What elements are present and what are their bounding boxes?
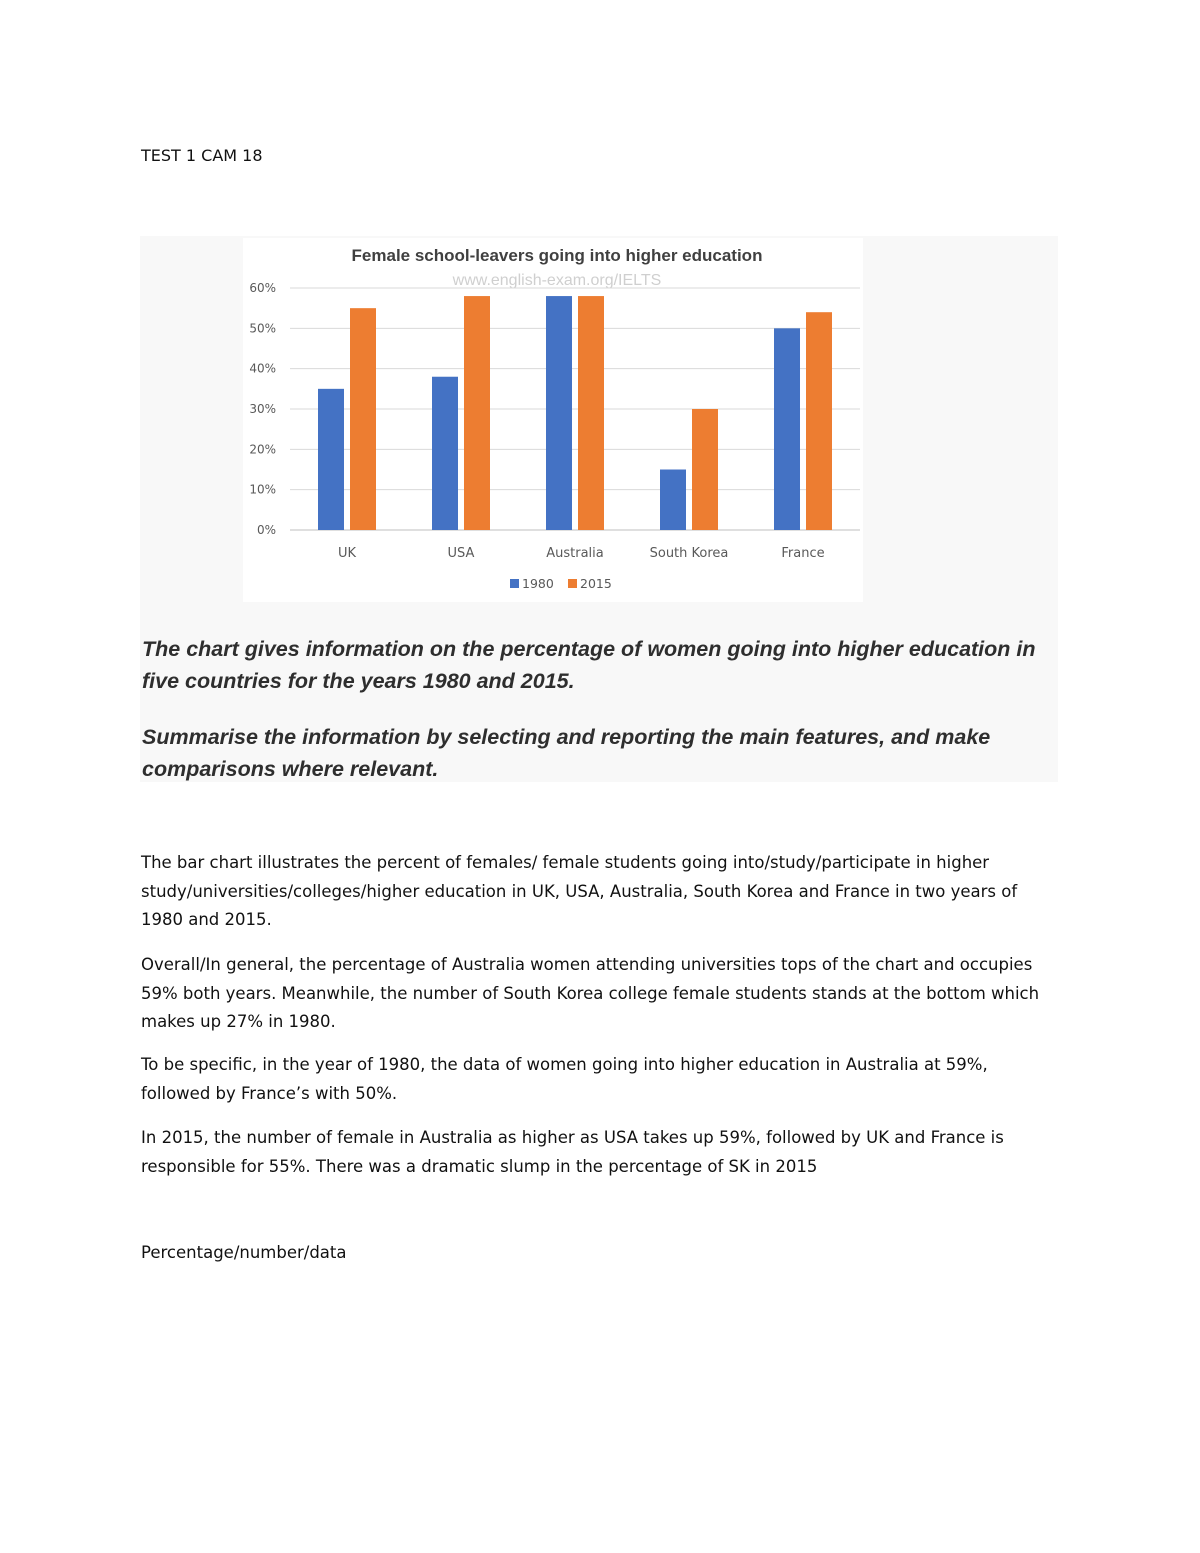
bar-2015-uk [350,308,376,530]
chart-title: Female school-leavers going into higher education [351,246,763,265]
bar-1980-uk [318,389,344,530]
chart-bars [318,296,832,530]
y-tick-label: 20% [249,442,276,457]
bar-2015-south-korea [692,409,718,530]
essay-paragraph-overview: Overall/In general, the percentage of Australia women attending universities tops of the chart and occupies 59% both years. Meanwhile, the number of South Korea college female students stands at the bottom which makes up 27% in 1980. [141,955,1040,1032]
y-tick-label: 30% [249,402,276,416]
x-axis [338,546,825,561]
y-tick-label: 50% [249,321,276,336]
bar-1980-australia [546,296,572,530]
chart-legend [510,576,612,591]
legend-label: 1980 [522,576,554,591]
bar-chart [243,238,863,602]
essay-paragraph-2015: In 2015, the number of female in Australia as higher as USA takes up 59%, followed by UK and France is responsible for 55%. There was a dramatic slump in the percentage of SK in 2015 [141,1128,1004,1176]
bar-1980-south-korea [660,470,686,531]
document-heading: TEST 1 CAM 18 [141,146,263,165]
task-instruction: Summarise the information by selecting and reporting the main features, and make comparisons where relevant. [142,725,991,781]
y-tick-label: 40% [249,361,276,376]
bar-1980-usa [432,377,458,530]
x-tick-label: Australia [546,546,604,561]
legend-label: 2015 [580,576,612,591]
y-tick-label: 0% [256,523,276,537]
essay-note: Percentage/number/data [141,1243,347,1262]
chart-watermark: www.english-exam.org/IELTS [452,272,662,289]
x-tick-label: USA [447,546,475,561]
chart-canvas [243,238,863,602]
bar-2015-france [806,312,832,530]
x-tick-label: South Korea [649,546,729,561]
x-tick-label: UK [337,546,357,561]
task-panel [140,236,1058,782]
bar-2015-usa [464,296,490,530]
x-tick-label: France [781,546,825,561]
y-tick-label: 60% [249,281,276,295]
bar-1980-france [774,328,800,530]
essay-paragraph-1980: To be specific, in the year of 1980, the data of women going into higher education in Australia at 59%, followed by France’s with 50%. [141,1055,988,1103]
legend-swatch [568,579,577,588]
legend-swatch [510,579,519,588]
y-axis [249,281,276,537]
y-tick-label: 10% [249,482,276,497]
task-description: The chart gives information on the percentage of women going into higher education in five countries for the years 1980 and 2015. [142,637,1036,693]
bar-2015-australia [578,296,604,530]
essay-paragraph-intro: The bar chart illustrates the percent of females/ female students going into/study/participate in higher study/universities/colleges/higher education in UK, USA, Australia, South Korea and France in two years of 1980 and 2015. [141,853,1018,930]
